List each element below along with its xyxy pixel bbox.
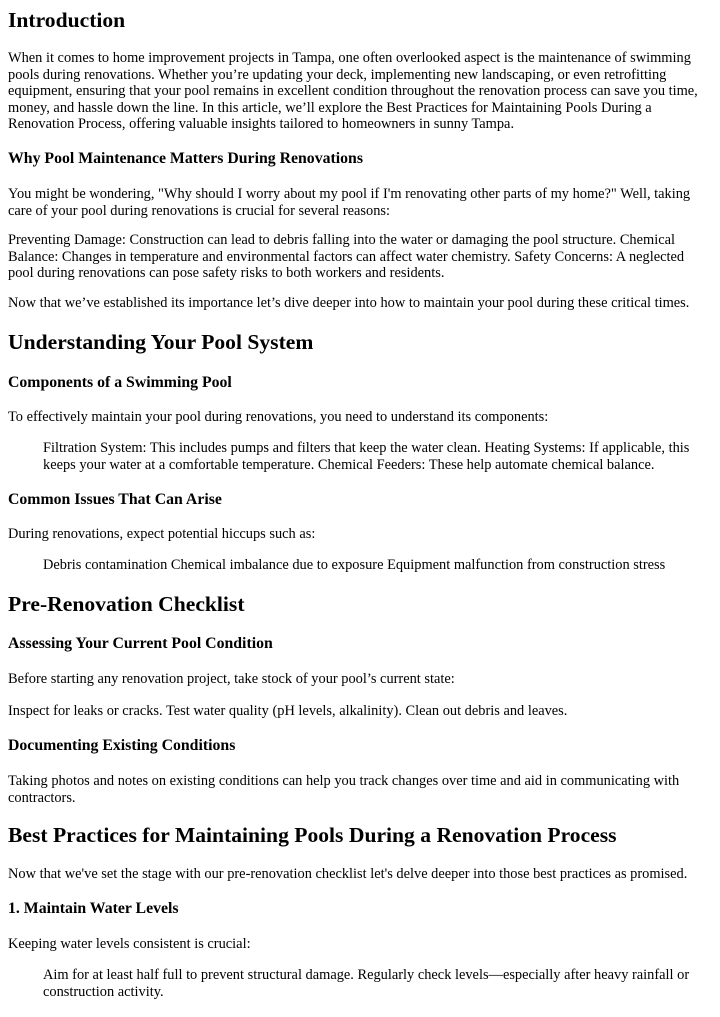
heading-documenting: Documenting Existing Conditions [8,737,236,754]
best-practices-paragraph: Now that we've set the stage with our pre-renovation checklist let's delve deeper into those best practices as promised. [8,866,688,882]
heading-why-matters: Why Pool Maintenance Matters During Renovations [8,150,363,167]
components-paragraph: To effectively maintain your pool during renovations, you need to understand its components: [8,409,549,425]
why-paragraph-1: You might be wondering, "Why should I worry about my pool if I'm renovating other parts of my home?" Well, taking care of your pool during renovations is crucial for several reasons: [8,186,691,219]
intro-paragraph: When it comes to home improvement projects in Tampa, one often overlooked aspect is the maintenance of swimming pools during renovations. Whether you’re updating your deck, implementing new landscaping, or even retrofitting equipment, ensuring that your pool remains in excellent condition throughout the renovation process can save you time, money, and hassle down the line. In this article, we’ll explore the Best Practices for Maintaining Pools During a Renovation Process, offering valuable insights tailored to homeowners in sunny Tampa. [8,50,698,133]
heading-best-practices: Best Practices for Maintaining Pools During a Renovation Process [8,823,617,847]
water-list: Aim for at least half full to prevent structural damage. Regularly check levels—especially after heavy rainfall or construction activity. [43,967,690,1000]
assessing-list: Inspect for leaks or cracks. Test water quality (pH levels, alkalinity). Clean out debris and leaves. [8,703,568,719]
why-paragraph-3: Now that we’ve established its importance let’s dive deeper into how to maintain your pool during these critical times. [8,295,690,311]
components-list: Filtration System: This includes pumps and filters that keep the water clean. Heating Systems: If applicable, this keeps your water at a comfortable temperature. Chemical Feeders: These help automate chemical balance. [43,440,690,473]
heading-assessing: Assessing Your Current Pool Condition [8,635,273,652]
heading-common-issues: Common Issues That Can Arise [8,491,222,508]
heading-introduction: Introduction [8,8,126,32]
assessing-paragraph: Before starting any renovation project, take stock of your pool’s current state: [8,671,455,687]
heading-water-levels: 1. Maintain Water Levels [8,900,179,917]
heading-components: Components of a Swimming Pool [8,374,232,391]
water-paragraph: Keeping water levels consistent is crucial: [8,936,251,952]
issues-list: Debris contamination Chemical imbalance due to exposure Equipment malfunction from construction stress [43,557,666,573]
heading-checklist: Pre-Renovation Checklist [8,592,245,616]
documenting-paragraph: Taking photos and notes on existing conditions can help you track changes over time and aid in communicating with contractors. [8,773,680,806]
why-paragraph-2: Preventing Damage: Construction can lead to debris falling into the water or damaging the pool structure. Chemical Balance: Changes in temperature and environmental factors can affect water chemistry. Safety Concerns: A neglected pool during renovations can pose safety risks to both workers and residents. [8,232,685,282]
heading-understanding: Understanding Your Pool System [8,330,314,354]
issues-paragraph: During renovations, expect potential hiccups such as: [8,526,316,542]
